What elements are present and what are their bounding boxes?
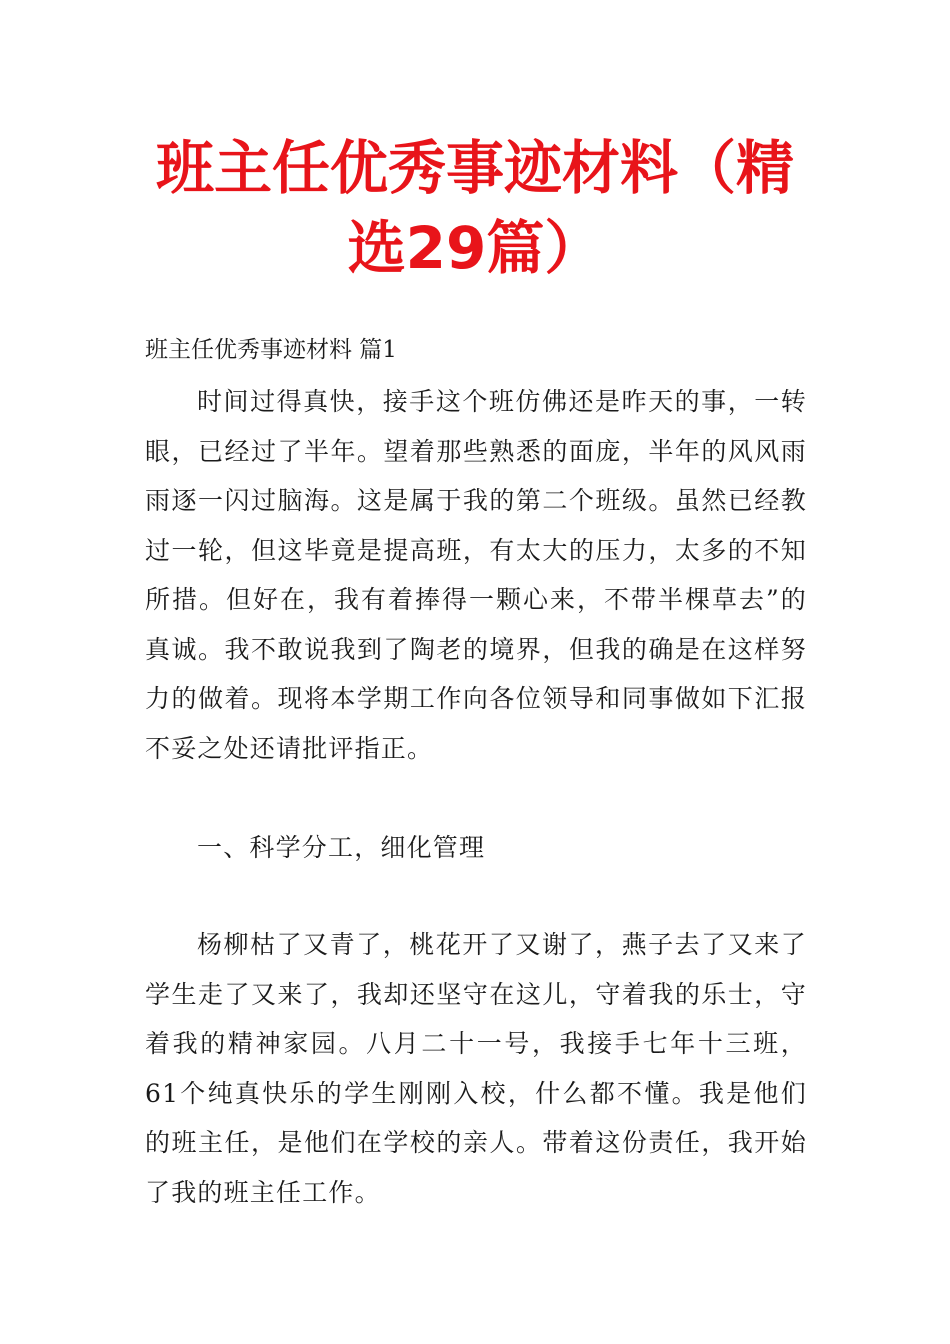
paragraph-body: 杨柳枯了又青了，桃花开了又谢了，燕子去了又来了学生走了又来了，我却还坚守在这儿，守着我的乐士，守着我的精神家园。八月二十一号，我接手七年十三班，61个纯真快乐的学生刚刚入校，什么都不懂。我是他们的班主任，是他们在学校的亲人。带着这份责任，我开始了我的班主任工作。 [145,930,807,1207]
section-heading: 一、科学分工，细化管理 [197,833,486,862]
document-title: 班主任优秀事迹材料（精选29篇） [155,134,794,282]
paragraph-intro: 时间过得真快，接手这个班仿佛还是昨天的事，一转眼，已经过了半年。望着那些熟悉的面庞，半年的风风雨雨逐一闪过脑海。这是属于我的第二个班级。虽然已经教过一轮，但这毕竟是提高班，有太大的压力，太多的不知所措。但好在，我有着捧得一颗心来，不带半棵草去”的真诚。我不敢说我到了陶老的境界，但我的确是在这样努力的做着。现将本学期工作向各位领导和同事做如下汇报不妥之处还请批评指正。 [145,387,807,763]
section-subheading: 班主任优秀事迹材料 篇1 [145,337,397,363]
